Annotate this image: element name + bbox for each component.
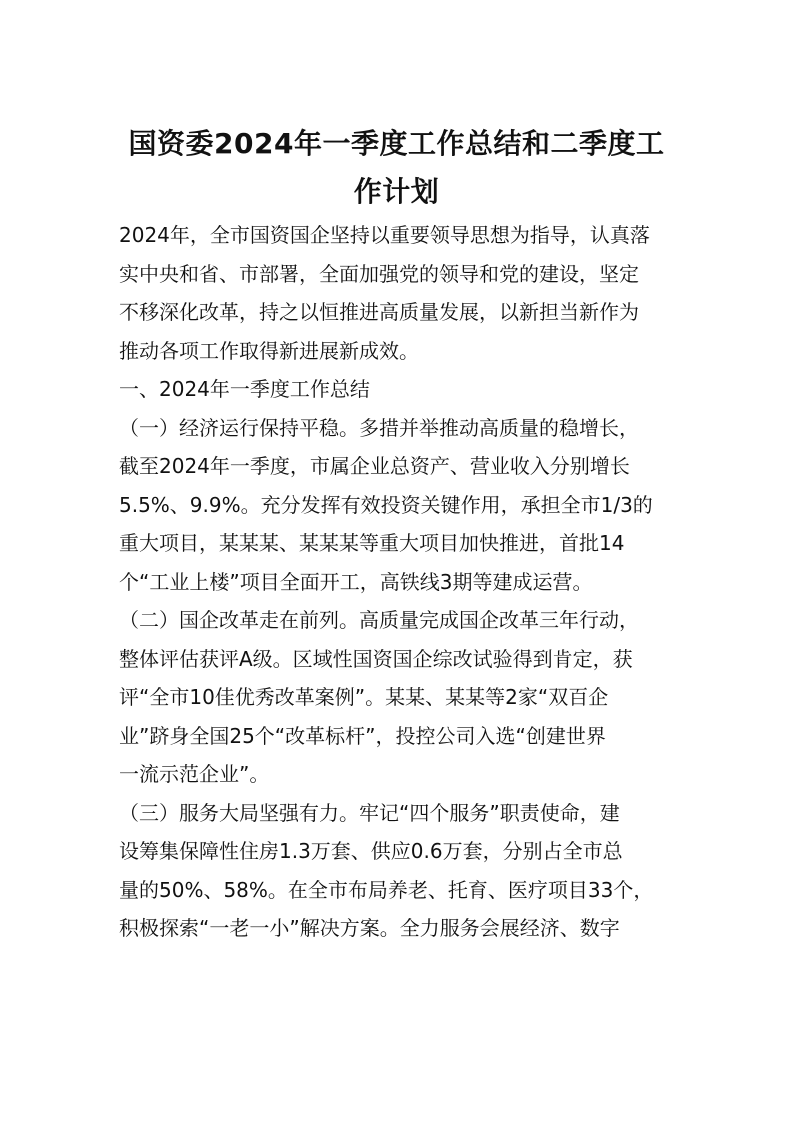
- text-line: 截至2024年一季度，市属企业总资产、营业收入分别增长: [119, 454, 630, 478]
- title-line: 作计划: [353, 175, 440, 208]
- text-line: （三）服务大局坚强有力。牢记“四个服务”职责使命，建: [119, 800, 620, 825]
- document-body: [119, 216, 674, 948]
- text-line: 一流示范企业”。: [119, 762, 270, 786]
- text-line: 实中央和省、市部署，全面加强党的领导和党的建设，坚定: [119, 261, 639, 286]
- section-heading: [119, 370, 674, 409]
- text-line: 设筹集保障性住房1.3万套、供应0.6万套，分别占全市总: [119, 839, 623, 863]
- text-line: 推动各项工作取得新进展新成效。: [119, 338, 419, 363]
- text-line: 个“工业上楼”项目全面开工，高铁线3期等建成运营。: [119, 569, 593, 594]
- text-line: 业”跻身全国25个“改革标杆”，投控公司入选“创建世界: [119, 723, 606, 748]
- title-line: 国资委2024年一季度工作总结和二季度工: [128, 127, 665, 160]
- paragraph-service: [119, 794, 674, 948]
- text-line: （二）国企改革走在前列。高质量完成国企改革三年行动，: [119, 608, 639, 632]
- paragraph-economy: [119, 409, 674, 602]
- text-line: 评“全市10佳优秀改革案例”。某某、某某等2家“双百企: [119, 685, 609, 709]
- document-title: [110, 120, 683, 216]
- text-line: 一、2024年一季度工作总结: [119, 377, 370, 401]
- text-line: 5.5%、9.9%。充分发挥有效投资关键作用，承担全市1/3的: [119, 492, 653, 517]
- intro-paragraph: [119, 216, 674, 370]
- text-line: （一）经济运行保持平稳。多措并举推动高质量的稳增长，: [119, 415, 639, 440]
- text-line: 量的50%、58%。在全市布局养老、托育、医疗项目33个，: [119, 877, 654, 902]
- text-line: 不移深化改革，持之以恒推进高质量发展，以新担当新作为: [119, 300, 639, 324]
- text-line: 整体评估获评A级。区域性国资国企综改试验得到肯定，获: [119, 646, 633, 671]
- text-line: 积极探索“一老一小”解决方案。全力服务会展经济、数字: [119, 916, 620, 940]
- paragraph-reform: [119, 601, 674, 794]
- text-line: 重大项目，某某某、某某某等重大项目加快推进，首批14: [119, 531, 625, 555]
- text-line: 2024年，全市国资国企坚持以重要领导思想为指导，认真落: [119, 223, 650, 247]
